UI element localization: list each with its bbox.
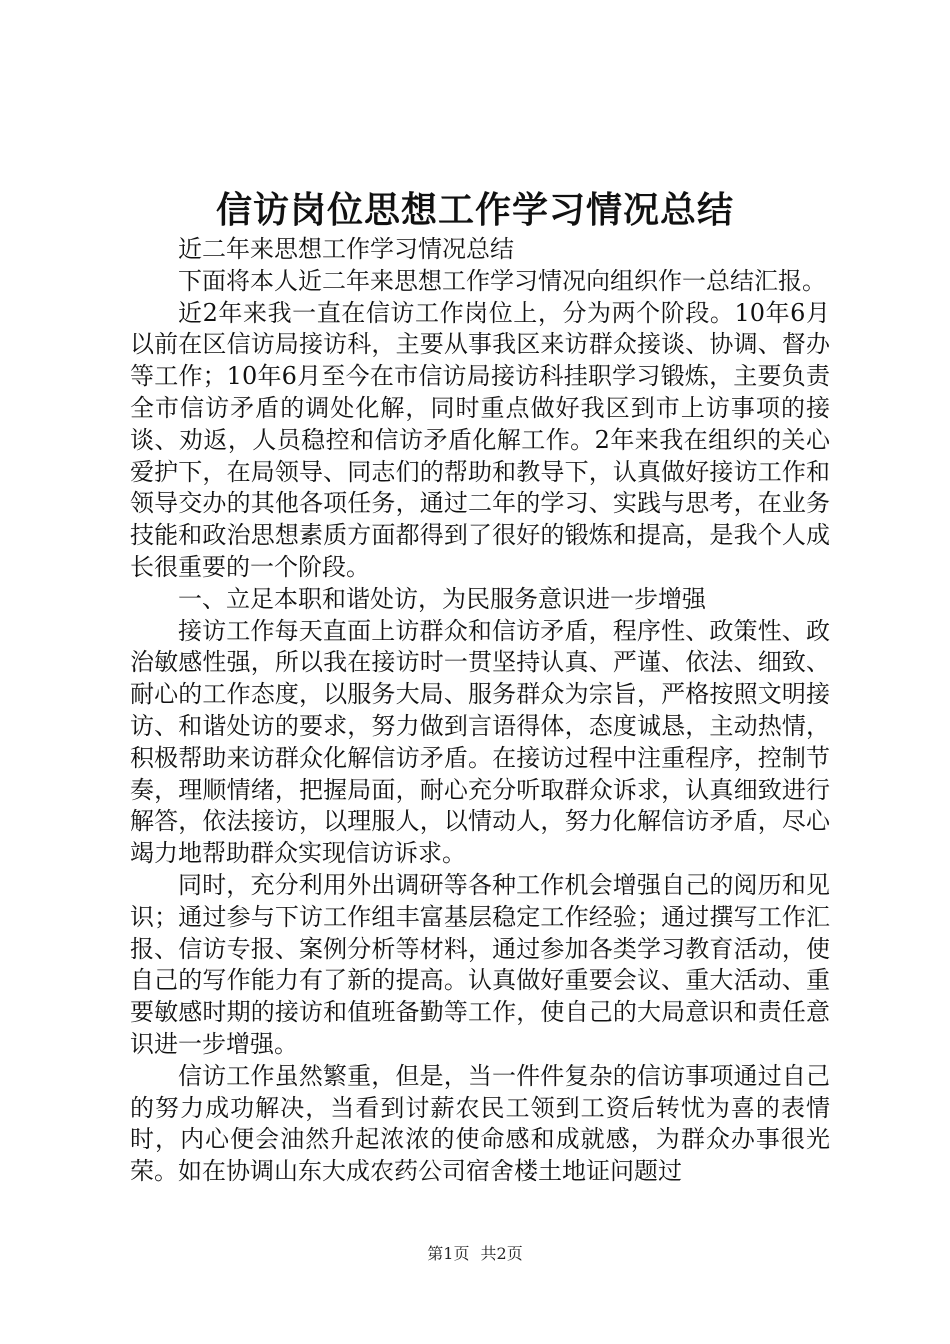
paragraph-reception-work: 接访工作每天直面上访群众和信访矛盾，程序性、政策性、政治敏感性强，所以我在接访时一贯坚持认真、严谨、依法、细致、耐心的工作态度，以服务大局、服务群众为宗旨，严格按照文明接访、和谐处访的要求，努力做到言语得体，态度诚恳，主动热情，积极帮助来访群众化解信访矛盾。在接访过程中注重程序，控制节奏，理顺情绪，把握局面，耐心充分听取群众诉求，认真细致进行解答，依法接访，以理服人，以情动人，努力化解信访矛盾，尽心竭力地帮助群众实现信访诉求。 xyxy=(130,616,830,868)
paragraph-achievement: 信访工作虽然繁重，但是，当一件件复杂的信访事项通过自己的努力成功解决，当看到讨薪农民工领到工资后转忧为喜的表情时，内心便会油然升起浓浓的使命感和成就感，为群众办事很光荣。如在协调山东大成农药公司宿舍楼土地证问题过 xyxy=(130,1061,830,1186)
document-body xyxy=(130,234,830,1188)
page-footer xyxy=(0,1243,950,1265)
section-heading-1: 一、立足本职和谐处访，为民服务意识进一步增强 xyxy=(178,584,706,613)
paragraph-experience: 同时，充分利用外出调研等各种工作机会增强自己的阅历和见识；通过参与下访工作组丰富基层稳定工作经验；通过撰写工作汇报、信访专报、案例分析等材料，通过参加各类学习教育活动，使自己的写作能力有了新的提高。认真做好重要会议、重大活动、重要敏感时期的接访和值班备勤等工作，使自己的大局意识和责任意识进一步增强。 xyxy=(130,870,830,1058)
page-number: 第1页 xyxy=(427,1244,470,1263)
paragraph-intro: 下面将本人近二年来思想工作学习情况向组织作一总结汇报。 xyxy=(178,266,826,295)
paragraph-subtitle: 近二年来思想工作学习情况总结 xyxy=(178,235,514,263)
document-title: 信访岗位思想工作学习情况总结 xyxy=(215,189,734,231)
paragraph-background: 近2年来我一直在信访工作岗位上，分为两个阶段。10年6月以前在区信访局接访科，主要从事我区来访群众接谈、协调、督办等工作；10年6月至今在市信访局接访科挂职学习锻炼，主要负责全市信访矛盾的调处化解，同时重点做好我区到市上访事项的接谈、劝返，人员稳控和信访矛盾化解工作。2年来我在组织的关心爱护下，在局领导、同志们的帮助和教导下，认真做好接访工作和领导交办的其他各项任务，通过二年的学习、实践与思考，在业务技能和政治思想素质方面都得到了很好的锻炼和提高，是我个人成长很重要的一个阶段。 xyxy=(130,298,830,581)
page-total: 共2页 xyxy=(480,1244,523,1263)
